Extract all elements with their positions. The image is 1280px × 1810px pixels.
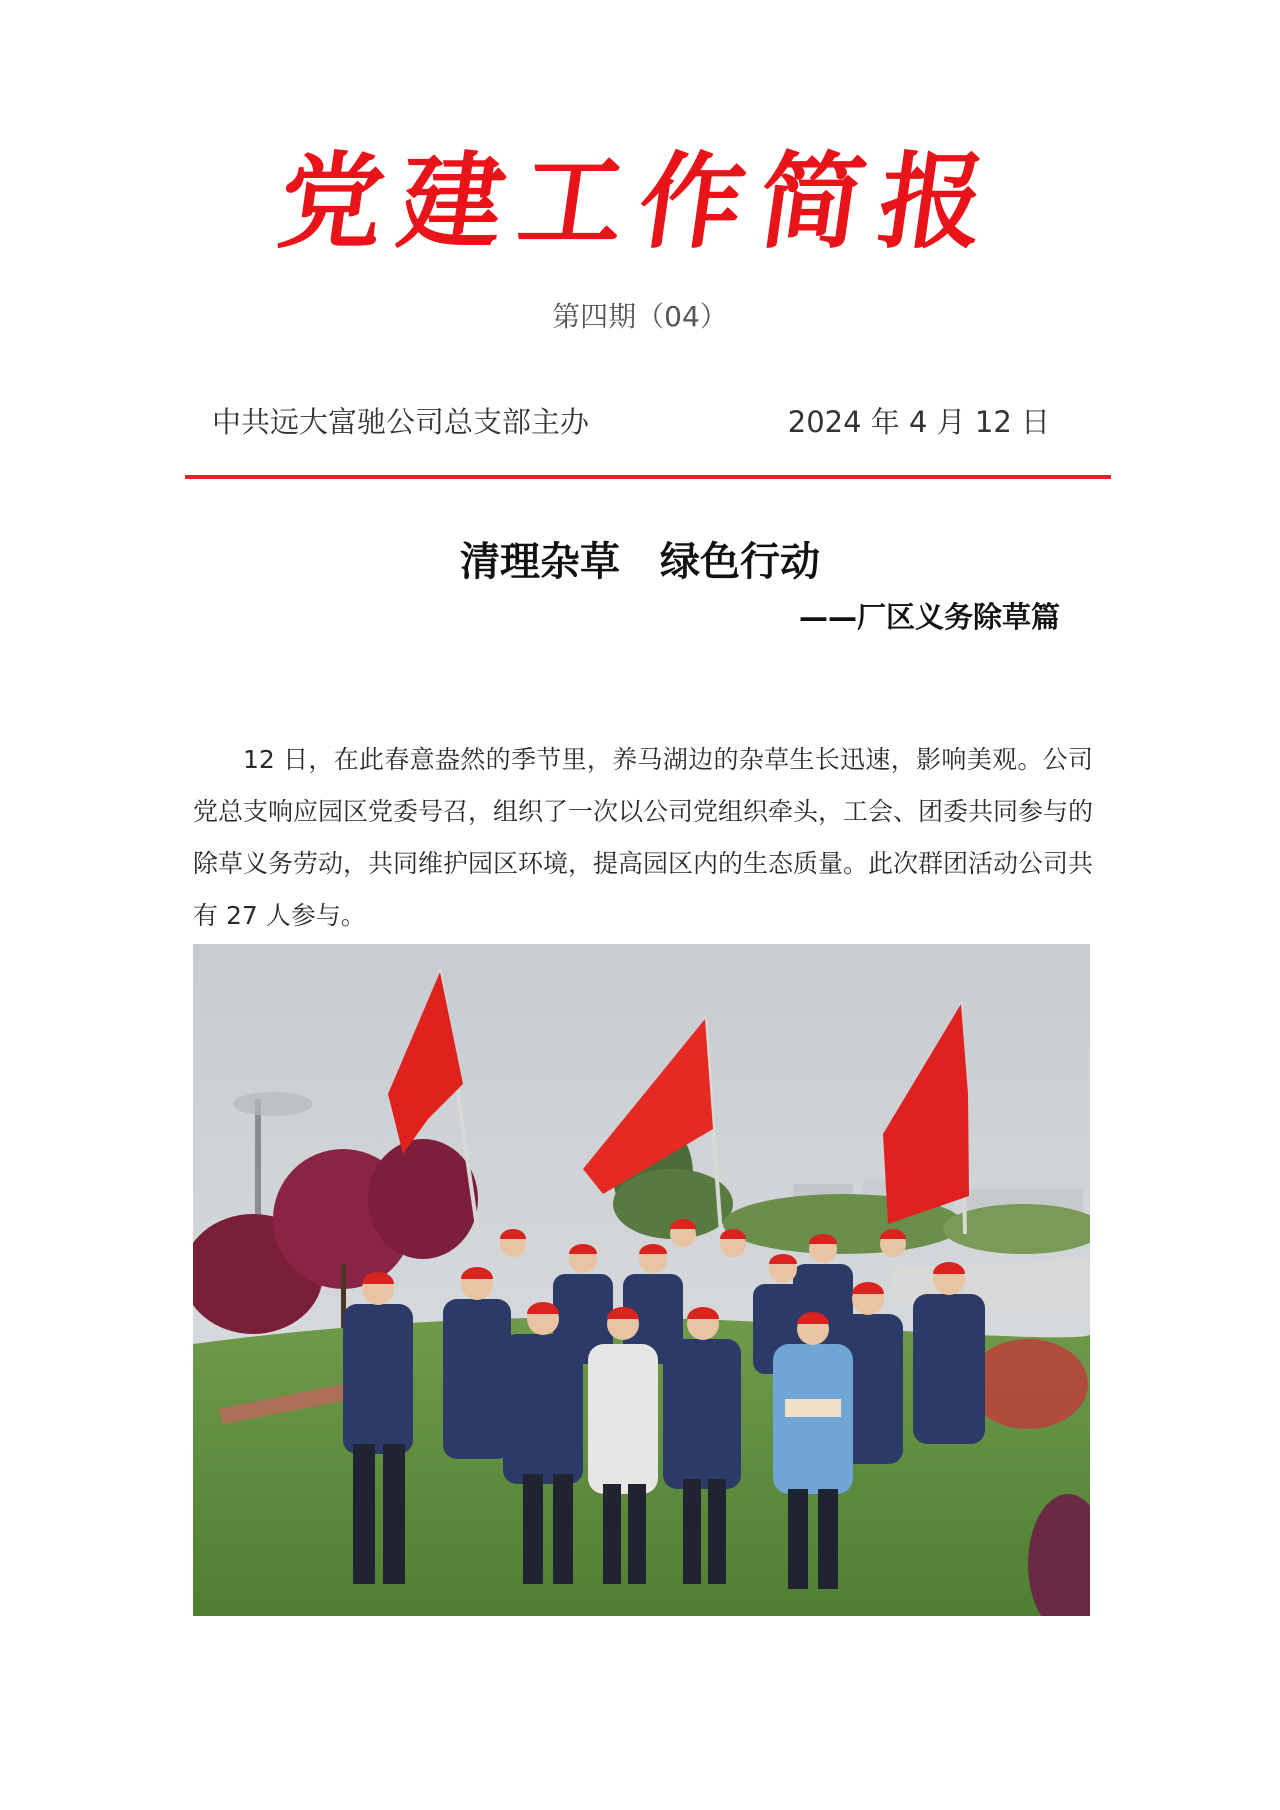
- publish-date: 2024 年 4 月 12 日: [787, 405, 1050, 439]
- newsletter-masthead: 党建工作简报: [271, 140, 1009, 263]
- issue-number: 第四期（04）: [552, 300, 728, 333]
- header-divider: [185, 475, 1111, 479]
- group-photo: [193, 944, 1090, 1616]
- article-subtitle: ——厂区义务除草篇: [798, 600, 1060, 634]
- article-paragraph: 12 日，在此春意盎然的季节里，养马湖边的杂草生长迅速，影响美观。公司党总支响应园区党委号召，组织了一次以公司党组织牵头，工会、团委共同参与的除草义务劳动，共同维护园区环境，提高园区内的生态质量。此次群团活动公司共有 27 人参与。: [193, 745, 1094, 930]
- article-title: 清理杂草 绿色行动: [460, 539, 820, 585]
- sponsor-line: 中共远大富驰公司总支部主办: [212, 405, 590, 439]
